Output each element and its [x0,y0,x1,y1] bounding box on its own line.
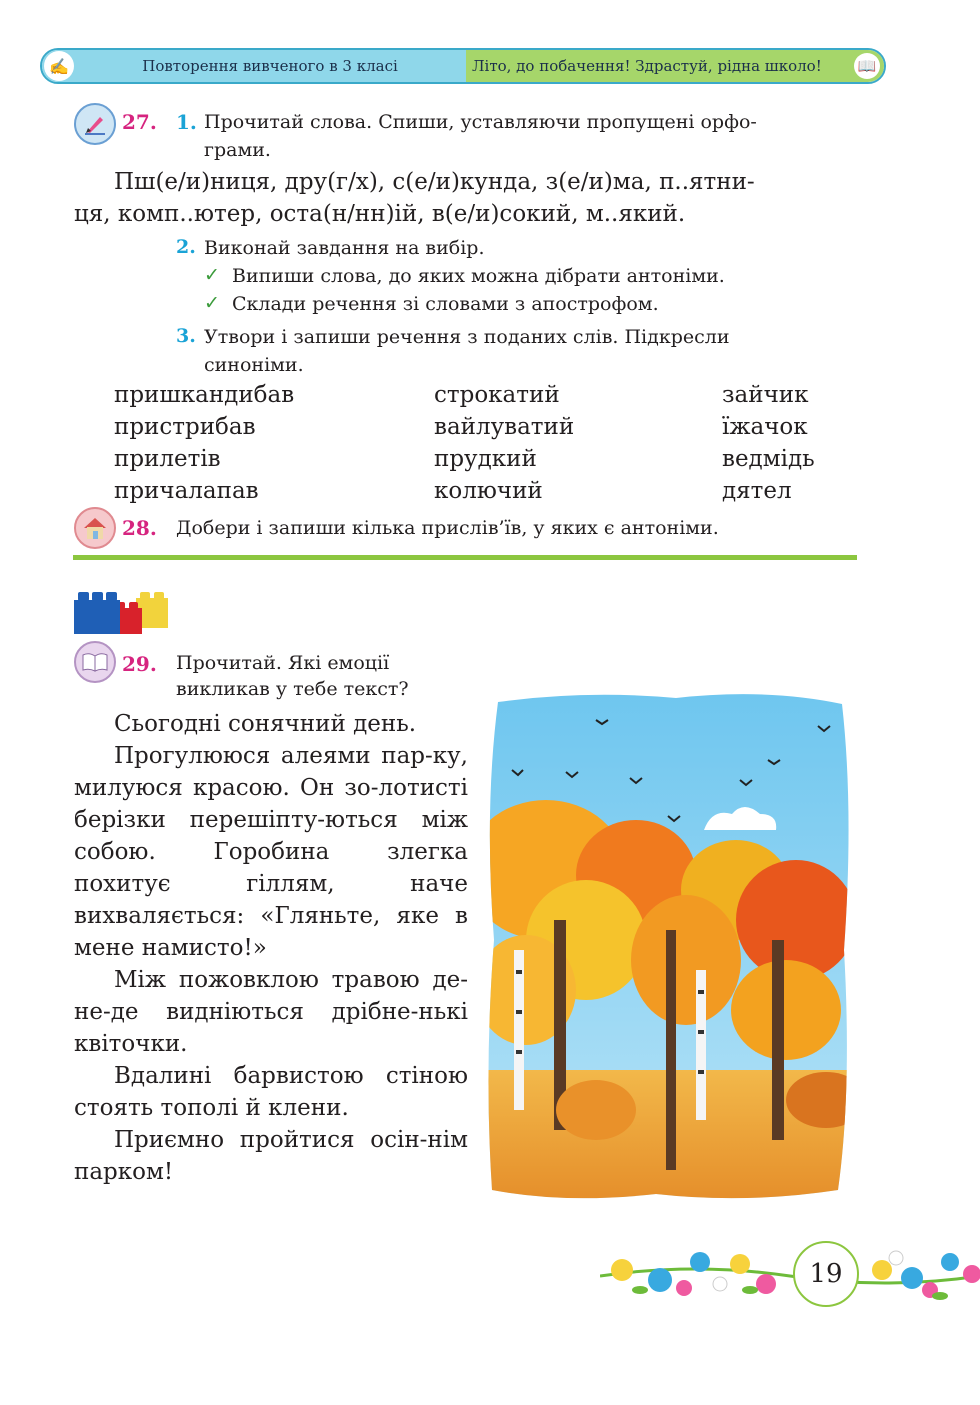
exercise-text: Добери і запиши кілька прислів’їв, у яких є антоніми. [176,517,719,539]
flower-garland-decoration [600,1240,980,1306]
word-item: прудкий [434,446,537,472]
word-item: строкатий [434,382,560,408]
word-item: дятел [722,478,792,504]
task-number: 1. [176,110,197,134]
task-number: 3. [176,325,196,347]
word-item: їжачок [722,414,808,440]
home-icon [74,507,116,549]
writing-icon [74,103,116,145]
task-text: Прочитай слова. Спиши, уставляючи пропущені орфо- [204,111,757,133]
story-paragraph: Вдалині барвистою стіною стоять тополі й клени. [74,1063,468,1121]
word-item: зайчик [722,382,809,408]
word-item: пришкандибав [114,382,295,408]
word-list-line: Пш(е/и)ниця, дру(г/х), с(е/и)кунда, з(е/и)ма, п..ятни- [114,169,755,195]
open-book-icon [74,641,116,683]
story-text [74,708,468,1188]
exercise-number: 28. [122,516,157,540]
book-icon: 📖 [854,53,880,79]
exercise-number: 29. [122,652,157,676]
word-item: прилетів [114,446,221,472]
story-paragraph: Приємно пройтися осін-нім парком! [74,1127,468,1185]
pen-icon: ✍ [44,51,74,81]
task-text: Утвори і запиши речення з поданих слів. Підкресли [204,326,730,348]
header-left [42,50,466,82]
autumn-park-illustration [486,690,854,1202]
section-title: Повторення вивченого в 3 класі [142,57,398,75]
checkmark-icon: ✓ [204,264,220,286]
topic-title: Літо, до побачення! Здрастуй, рідна школо! [472,57,822,75]
header-right [466,50,884,82]
task-text: грами. [204,139,271,161]
word-item: ведмідь [722,446,815,472]
task-text: синоніми. [204,354,304,376]
exercise-text: викликав у тебе текст? [176,678,409,700]
word-list-line: ця, комп..ютер, оста(н/нн)ій, в(е/и)сокий, м..який. [74,201,686,227]
word-item: пристрибав [114,414,256,440]
word-item: колючий [434,478,543,504]
section-divider [73,555,857,560]
page-number: 19 [793,1241,859,1307]
task-option: Склади речення зі словами з апострофом. [232,293,659,315]
story-paragraph: Прогулююся алеями пар-ку, милуюся красою. Он зо-лотисті берізки перешіпту-ються між собою. Горобина злегка похитує гіллям, наче вихваляється: «Гляньте, яке в мене намисто!» [74,743,468,961]
lego-bricks-icon [72,588,172,636]
exercise-number: 27. [122,110,157,134]
task-text: Виконай завдання на вибір. [204,237,485,259]
task-number: 2. [176,236,196,258]
word-item: причалапав [114,478,259,504]
story-paragraph: Між пожовклою травою де-не-де видніються дрібне-нькі квіточки. [74,967,468,1057]
page-header [40,48,886,84]
task-option: Випиши слова, до яких можна дібрати антоніми. [232,265,725,287]
exercise-text: Прочитай. Які емоції [176,652,390,674]
story-paragraph: Сьогодні сонячний день. [114,711,417,737]
checkmark-icon: ✓ [204,292,220,314]
word-item: вайлуватий [434,414,575,440]
